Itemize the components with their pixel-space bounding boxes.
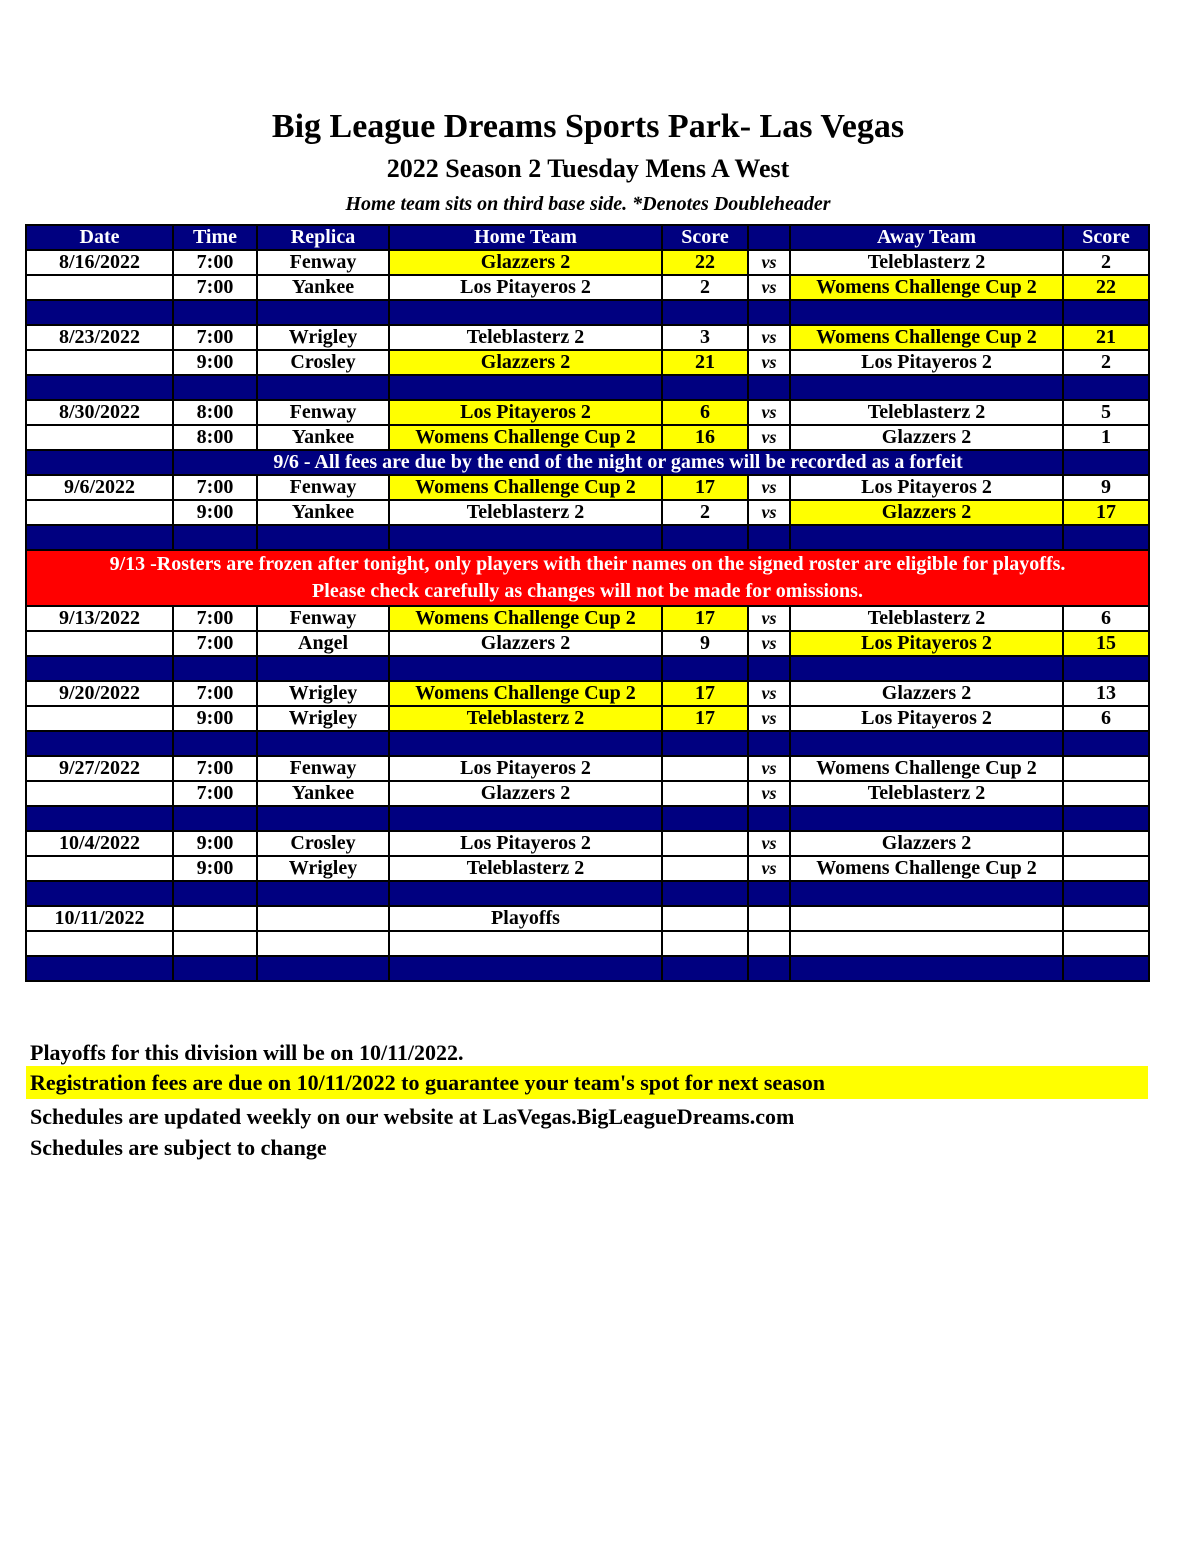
spacer-cell (257, 525, 389, 550)
spacer-cell (748, 525, 790, 550)
away-score: 2 (1063, 350, 1149, 375)
game-time: 9:00 (173, 856, 257, 881)
vs-label: vs (748, 250, 790, 275)
away-team: Teleblasterz 2 (790, 606, 1063, 631)
registration-note: Registration fees are due on 10/11/2022 to guarantee your team's spot for next season (26, 1066, 1148, 1099)
home-score: 17 (662, 706, 748, 731)
game-date (26, 931, 173, 956)
game-date: 10/4/2022 (26, 831, 173, 856)
game-field: Yankee (257, 275, 389, 300)
away-score: 22 (1063, 275, 1149, 300)
away-team: Los Pitayeros 2 (790, 706, 1063, 731)
game-date: 9/6/2022 (26, 475, 173, 500)
home-score: 22 (662, 250, 748, 275)
col-away-team: Away Team (790, 225, 1063, 250)
game-row (26, 706, 1149, 731)
away-score: 2 (1063, 250, 1149, 275)
away-score: 15 (1063, 631, 1149, 656)
spacer-cell (1063, 525, 1149, 550)
page-title: Big League Dreams Sports Park- Las Vegas (271, 108, 905, 145)
game-row (26, 931, 1149, 956)
game-date: 8/23/2022 (26, 325, 173, 350)
game-date (26, 856, 173, 881)
spacer-cell (257, 656, 389, 681)
vs-label: vs (748, 275, 790, 300)
away-team: Los Pitayeros 2 (790, 475, 1063, 500)
home-team: Teleblasterz 2 (389, 500, 662, 525)
home-team-note: Home team sits on third base side. *Denotes Doubleheader (345, 193, 831, 215)
home-score: 9 (662, 631, 748, 656)
game-row (26, 400, 1149, 425)
away-score (1063, 906, 1149, 931)
spacer-cell (748, 956, 790, 981)
spacer-row (26, 300, 1149, 325)
spacer-cell (389, 806, 662, 831)
game-row (26, 275, 1149, 300)
spacer-row (26, 806, 1149, 831)
roster-alert-row (26, 550, 1149, 606)
game-field: Fenway (257, 606, 389, 631)
spacer-cell (26, 656, 173, 681)
spacer-cell (790, 525, 1063, 550)
game-time: 9:00 (173, 706, 257, 731)
game-time: 9:00 (173, 831, 257, 856)
spacer-cell (748, 731, 790, 756)
home-team: Womens Challenge Cup 2 (389, 475, 662, 500)
spacer-cell (257, 300, 389, 325)
spacer-cell (389, 656, 662, 681)
game-field: Wrigley (257, 681, 389, 706)
away-score (1063, 931, 1149, 956)
playoffs-note: Playoffs for this division will be on 10/11/2022. (30, 1040, 464, 1065)
spacer-cell (173, 731, 257, 756)
vs-label: vs (748, 781, 790, 806)
spacer-cell (26, 881, 173, 906)
spacer-row (26, 881, 1149, 906)
home-team: Glazzers 2 (389, 631, 662, 656)
table-header-row (26, 225, 1149, 250)
spacer-row (26, 731, 1149, 756)
home-score (662, 856, 748, 881)
spacer-cell (790, 300, 1063, 325)
game-date: 10/11/2022 (26, 906, 173, 931)
home-score: 17 (662, 475, 748, 500)
game-row (26, 631, 1149, 656)
vs-label: vs (748, 500, 790, 525)
away-score: 6 (1063, 706, 1149, 731)
game-time: 7:00 (173, 781, 257, 806)
spacer-cell (1063, 656, 1149, 681)
game-field: Wrigley (257, 325, 389, 350)
away-team: Womens Challenge Cup 2 (790, 325, 1063, 350)
home-team: Glazzers 2 (389, 350, 662, 375)
game-row (26, 681, 1149, 706)
game-field: Yankee (257, 425, 389, 450)
game-time (173, 931, 257, 956)
spacer-cell (257, 956, 389, 981)
game-time: 8:00 (173, 425, 257, 450)
spacer-cell (389, 956, 662, 981)
game-date (26, 500, 173, 525)
home-team: Los Pitayeros 2 (389, 756, 662, 781)
game-time: 8:00 (173, 400, 257, 425)
away-score: 1 (1063, 425, 1149, 450)
away-team: Glazzers 2 (790, 425, 1063, 450)
spacer-cell (257, 731, 389, 756)
spacer-cell (389, 300, 662, 325)
home-score: 6 (662, 400, 748, 425)
col-replica: Replica (257, 225, 389, 250)
fee-notice-text: 9/6 - All fees are due by the end of the night or games will be recorded as a forfeit (173, 450, 1063, 475)
home-score: 21 (662, 350, 748, 375)
spacer-cell (257, 375, 389, 400)
spacer-cell (26, 525, 173, 550)
spacer-cell (1063, 956, 1149, 981)
spacer-cell (389, 881, 662, 906)
game-field: Crosley (257, 350, 389, 375)
game-field: Fenway (257, 756, 389, 781)
game-time: 7:00 (173, 606, 257, 631)
spacer-cell (1063, 881, 1149, 906)
spacer-cell (790, 656, 1063, 681)
away-score: 13 (1063, 681, 1149, 706)
game-row (26, 500, 1149, 525)
game-date (26, 425, 173, 450)
roster-alert (26, 550, 1149, 606)
spacer-cell (389, 525, 662, 550)
spacer-cell (173, 956, 257, 981)
home-team: Teleblasterz 2 (389, 856, 662, 881)
game-time: 7:00 (173, 756, 257, 781)
spacer-cell (26, 806, 173, 831)
spacer-cell (662, 806, 748, 831)
vs-label: vs (748, 856, 790, 881)
spacer-cell (662, 375, 748, 400)
away-team: Los Pitayeros 2 (790, 350, 1063, 375)
home-team: Glazzers 2 (389, 250, 662, 275)
vs-label: vs (748, 681, 790, 706)
vs-label: vs (748, 325, 790, 350)
away-score: 9 (1063, 475, 1149, 500)
home-score: 17 (662, 606, 748, 631)
spacer-cell (26, 450, 173, 475)
game-row (26, 831, 1149, 856)
game-field: Angel (257, 631, 389, 656)
game-time (173, 906, 257, 931)
away-team: Glazzers 2 (790, 500, 1063, 525)
spacer-cell (662, 525, 748, 550)
spacer-cell (1063, 731, 1149, 756)
vs-label: vs (748, 475, 790, 500)
game-field: Fenway (257, 400, 389, 425)
game-date: 9/13/2022 (26, 606, 173, 631)
home-score: 3 (662, 325, 748, 350)
spacer-cell (1063, 806, 1149, 831)
game-time: 9:00 (173, 350, 257, 375)
spacer-cell (26, 375, 173, 400)
home-team: Playoffs (389, 906, 662, 931)
away-team: Glazzers 2 (790, 831, 1063, 856)
game-field: Wrigley (257, 706, 389, 731)
game-field: Fenway (257, 475, 389, 500)
away-team: Glazzers 2 (790, 681, 1063, 706)
spacer-row (26, 525, 1149, 550)
home-score: 17 (662, 681, 748, 706)
away-team: Teleblasterz 2 (790, 781, 1063, 806)
away-score: 17 (1063, 500, 1149, 525)
vs-label: vs (748, 706, 790, 731)
spacer-cell (173, 300, 257, 325)
vs-label: vs (748, 606, 790, 631)
game-date (26, 781, 173, 806)
spacer-cell (748, 656, 790, 681)
game-date: 9/27/2022 (26, 756, 173, 781)
away-score (1063, 831, 1149, 856)
spacer-row (26, 375, 1149, 400)
vs-label: vs (748, 631, 790, 656)
spacer-cell (748, 881, 790, 906)
vs-label: vs (748, 350, 790, 375)
away-score: 5 (1063, 400, 1149, 425)
spacer-cell (748, 300, 790, 325)
website-note: Schedules are updated weekly on our website at LasVegas.BigLeagueDreams.com (30, 1104, 795, 1129)
spacer-cell (748, 806, 790, 831)
change-note: Schedules are subject to change (30, 1135, 327, 1160)
away-score: 21 (1063, 325, 1149, 350)
game-time: 7:00 (173, 475, 257, 500)
home-score (662, 781, 748, 806)
fee-notice-row (26, 450, 1149, 475)
col-vs (748, 225, 790, 250)
away-team (790, 931, 1063, 956)
game-date: 8/16/2022 (26, 250, 173, 275)
game-row (26, 756, 1149, 781)
home-team: Womens Challenge Cup 2 (389, 606, 662, 631)
spacer-cell (790, 881, 1063, 906)
home-score (662, 906, 748, 931)
home-score: 2 (662, 275, 748, 300)
home-score: 2 (662, 500, 748, 525)
game-field: Crosley (257, 831, 389, 856)
spacer-cell (257, 806, 389, 831)
game-field: Yankee (257, 500, 389, 525)
game-time: 9:00 (173, 500, 257, 525)
home-team: Teleblasterz 2 (389, 325, 662, 350)
roster-alert-line-2: Please check carefully as changes will not be made for omissions. (312, 580, 863, 602)
home-score (662, 756, 748, 781)
spacer-cell (748, 375, 790, 400)
away-team (790, 906, 1063, 931)
vs-label: vs (748, 756, 790, 781)
home-team: Teleblasterz 2 (389, 706, 662, 731)
spacer-cell (257, 881, 389, 906)
spacer-cell (1063, 450, 1149, 475)
spacer-cell (26, 300, 173, 325)
spacer-row (26, 956, 1149, 981)
game-date (26, 631, 173, 656)
away-score (1063, 856, 1149, 881)
spacer-cell (662, 656, 748, 681)
game-row (26, 856, 1149, 881)
vs-label: vs (748, 425, 790, 450)
away-score: 6 (1063, 606, 1149, 631)
game-row (26, 781, 1149, 806)
away-team: Womens Challenge Cup 2 (790, 275, 1063, 300)
spacer-cell (173, 375, 257, 400)
away-team: Womens Challenge Cup 2 (790, 756, 1063, 781)
vs-label: vs (748, 831, 790, 856)
game-field: Fenway (257, 250, 389, 275)
game-time: 7:00 (173, 250, 257, 275)
game-row (26, 606, 1149, 631)
away-team: Teleblasterz 2 (790, 400, 1063, 425)
home-team: Glazzers 2 (389, 781, 662, 806)
game-date (26, 350, 173, 375)
home-team: Los Pitayeros 2 (389, 400, 662, 425)
game-date: 9/20/2022 (26, 681, 173, 706)
game-row (26, 475, 1149, 500)
spacer-cell (389, 731, 662, 756)
spacer-cell (662, 956, 748, 981)
game-date (26, 706, 173, 731)
spacer-cell (662, 300, 748, 325)
home-team (389, 931, 662, 956)
col-date: Date (26, 225, 173, 250)
game-row (26, 350, 1149, 375)
away-score (1063, 781, 1149, 806)
game-row (26, 325, 1149, 350)
spacer-cell (790, 731, 1063, 756)
home-score: 16 (662, 425, 748, 450)
home-team: Los Pitayeros 2 (389, 831, 662, 856)
spacer-cell (173, 806, 257, 831)
game-row (26, 425, 1149, 450)
spacer-cell (662, 731, 748, 756)
spacer-cell (26, 956, 173, 981)
game-time: 7:00 (173, 631, 257, 656)
spacer-cell (389, 375, 662, 400)
game-date: 8/30/2022 (26, 400, 173, 425)
spacer-cell (662, 881, 748, 906)
schedule-table (25, 224, 1150, 982)
away-score (1063, 756, 1149, 781)
spacer-cell (1063, 300, 1149, 325)
home-score (662, 831, 748, 856)
spacer-cell (1063, 375, 1149, 400)
game-time: 7:00 (173, 275, 257, 300)
page-subtitle: 2022 Season 2 Tuesday Mens A West (386, 154, 790, 183)
spacer-cell (790, 375, 1063, 400)
roster-alert-line-1: 9/13 -Rosters are frozen after tonight, only players with their names on the signed roster are eligible for playoffs. (109, 553, 1066, 575)
game-time: 7:00 (173, 681, 257, 706)
spacer-cell (173, 525, 257, 550)
game-field: Wrigley (257, 856, 389, 881)
game-field (257, 906, 389, 931)
col-home-team: Home Team (389, 225, 662, 250)
vs-label (748, 931, 790, 956)
away-team: Teleblasterz 2 (790, 250, 1063, 275)
home-team: Los Pitayeros 2 (389, 275, 662, 300)
home-team: Womens Challenge Cup 2 (389, 681, 662, 706)
spacer-cell (173, 656, 257, 681)
spacer-cell (790, 956, 1063, 981)
vs-label (748, 906, 790, 931)
spacer-cell (790, 806, 1063, 831)
away-team: Los Pitayeros 2 (790, 631, 1063, 656)
home-score (662, 931, 748, 956)
spacer-cell (173, 881, 257, 906)
col-time: Time (173, 225, 257, 250)
game-field (257, 931, 389, 956)
game-row (26, 906, 1149, 931)
game-field: Yankee (257, 781, 389, 806)
col-home-score: Score (662, 225, 748, 250)
spacer-row (26, 656, 1149, 681)
game-row (26, 250, 1149, 275)
vs-label: vs (748, 400, 790, 425)
spacer-cell (26, 731, 173, 756)
game-time: 7:00 (173, 325, 257, 350)
away-team: Womens Challenge Cup 2 (790, 856, 1063, 881)
col-away-score: Score (1063, 225, 1149, 250)
game-date (26, 275, 173, 300)
home-team: Womens Challenge Cup 2 (389, 425, 662, 450)
